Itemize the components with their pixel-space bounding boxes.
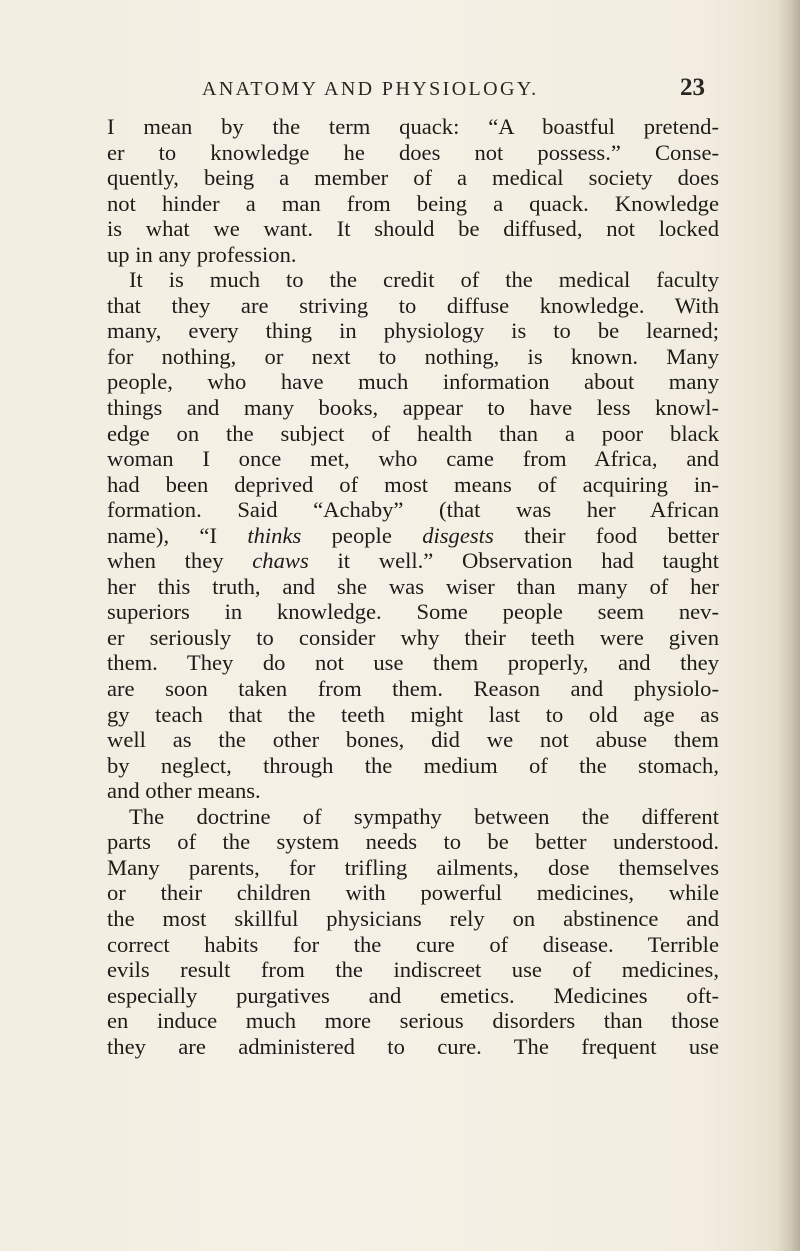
text-run: name), “I (107, 522, 248, 548)
text-line: are soon taken from them. Reason and physiolo- (107, 676, 719, 702)
text-run: when they (107, 548, 253, 574)
running-title: ANATOMY AND PHYSIOLOGY. (202, 78, 539, 100)
text-line: by neglect, through the medium of the stomach, (107, 752, 719, 778)
page-number: 23 (680, 74, 705, 101)
text-line: people, who have much information about many (107, 369, 719, 395)
text-line: edge on the subject of health than a poor black (107, 420, 719, 446)
text-line: for nothing, or next to nothing, is known. Many (107, 343, 719, 369)
text-line: I mean by the term quack: “A boastful pretend- (107, 114, 719, 139)
text-line: en induce much more serious disorders than those (107, 1008, 719, 1034)
text-run: people (301, 522, 423, 548)
text-line: they are administered to cure. The frequent use (107, 1033, 719, 1059)
text-line: her this truth, and she was wiser than many of her (107, 573, 719, 599)
text-run: it well.” Observation had taught (308, 548, 719, 574)
text-line: woman I once met, who came from Africa, and (107, 446, 719, 472)
text-line: things and many books, appear to have less knowl- (107, 395, 719, 421)
text-line: Many parents, for trifling ailments, dose themselves (107, 854, 719, 880)
text-line: the most skillful physicians rely on abstinence and (107, 905, 719, 931)
body-text (107, 114, 719, 1059)
text-line: parts of the system needs to be better understood. (107, 829, 719, 855)
page-header (108, 72, 708, 112)
italic-word: disgests (422, 522, 494, 548)
text-line: up in any profession. (107, 241, 297, 267)
text-line: especially purgatives and emetics. Medicines oft- (107, 982, 719, 1008)
text-line: er seriously to consider why their teeth were given (107, 624, 719, 650)
text-line: evils result from the indiscreet use of medicines, (107, 957, 719, 983)
text-line: many, every thing in physiology is to be learned; (107, 318, 719, 344)
text-line: not hinder a man from being a quack. Knowledge (107, 190, 719, 216)
text-line: and other means. (107, 778, 261, 804)
text-line: or their children with powerful medicines, while (107, 880, 719, 906)
text-line: The doctrine of sympathy between the different (129, 803, 719, 829)
text-line: formation. Said “Achaby” (that was her African (107, 497, 719, 523)
italic-word: thinks (247, 522, 302, 548)
text-line: superiors in knowledge. Some people seem nev- (107, 599, 719, 625)
text-line: It is much to the credit of the medical faculty (129, 267, 719, 293)
text-line: quently, being a member of a medical society does (107, 165, 719, 191)
text-line: correct habits for the cure of disease. Terrible (107, 931, 719, 957)
text-run: their food better (493, 522, 719, 548)
text-line: gy teach that the teeth might last to old age as (107, 701, 719, 727)
text-line: er to knowledge he does not possess.” Conse- (107, 139, 719, 165)
text-line-with-italics (107, 548, 719, 574)
text-line: them. They do not use them properly, and they (107, 650, 719, 676)
page-edge-shadow (778, 0, 800, 1251)
text-line: is what we want. It should be diffused, not locked (107, 216, 719, 242)
text-line-with-italics (107, 523, 719, 549)
text-line: that they are striving to diffuse knowledge. With (107, 292, 719, 318)
italic-word: chaws (252, 548, 309, 574)
text-line: had been deprived of most means of acquiring in- (107, 471, 719, 497)
text-line: well as the other bones, did we not abuse them (107, 727, 719, 753)
